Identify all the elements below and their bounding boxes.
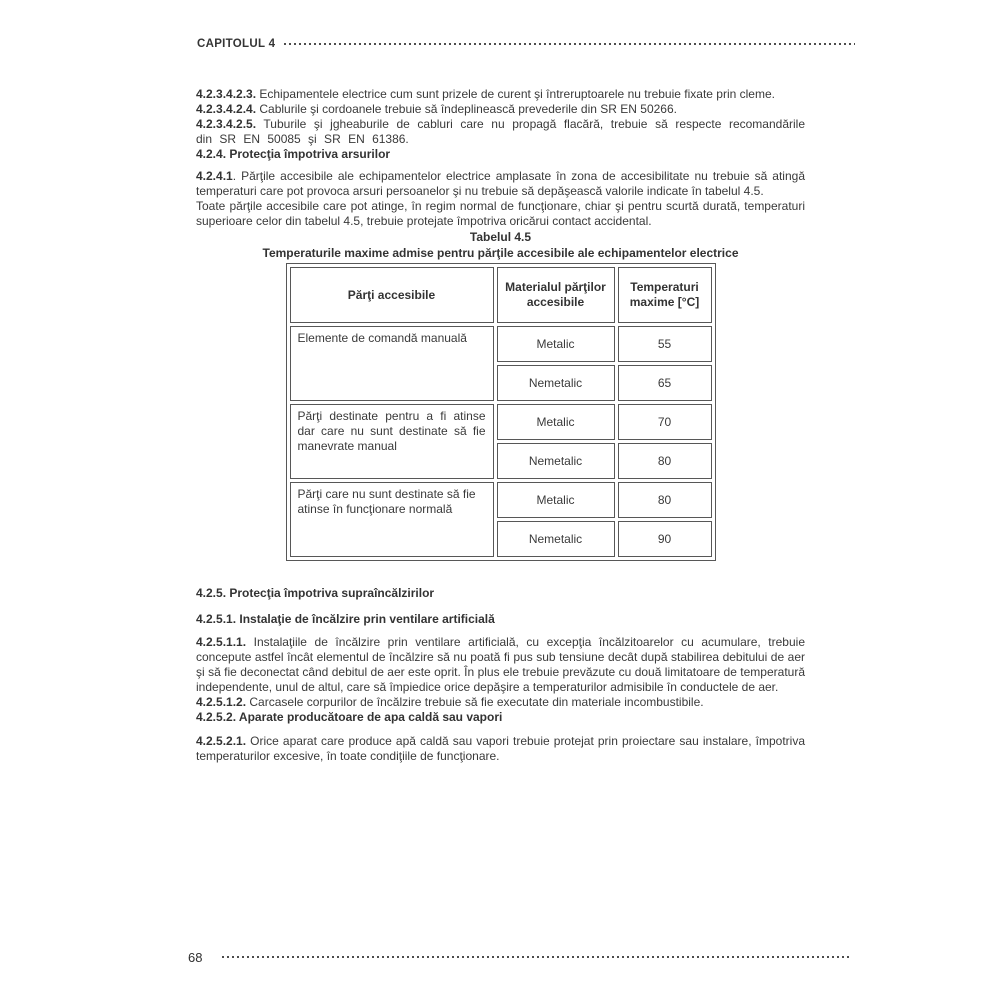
paragraph-4-2-5-2-1 xyxy=(196,734,805,764)
clause-text: Echipamentele electrice cum sunt prizele de curent şi întreruptoarele nu trebuie fixate prin cleme. xyxy=(256,87,775,101)
material-cell: Metalic xyxy=(497,326,615,362)
clause-number: 4.2.3.4.2.4. xyxy=(196,102,257,116)
table-row xyxy=(290,326,712,362)
part-cell-not-touched-normal-operation: Părţi care nu sunt destinate să fie atinse în funcţionare normală xyxy=(290,482,494,557)
clause-number: 4.2.5.2.1. xyxy=(196,734,247,748)
heading-4-2-4: 4.2.4. Protecţia împotriva arsurilor xyxy=(196,147,391,161)
clause-number: 4.2.5.1.1. xyxy=(196,635,247,649)
page-header xyxy=(197,37,855,51)
heading-4-2-5-1: 4.2.5.1. Instalaţie de încălzire prin ventilare artificială xyxy=(196,612,495,626)
temperature-limits-table xyxy=(286,263,716,561)
temperature-cell: 65 xyxy=(618,365,712,401)
col-header-material: Materialul părţilor accesibile xyxy=(497,267,615,323)
material-cell: Nemetalic xyxy=(497,521,615,557)
clause-text: Tuburile şi jgheaburile de cabluri care nu propagă flacără, trebuie să respecte recomandările din SR EN 50085 şi SR EN 61386. xyxy=(196,117,805,146)
col-header-parts: Părţi accesibile xyxy=(290,267,494,323)
table-header-row xyxy=(290,267,712,323)
table-row xyxy=(290,482,712,518)
heading-4-2-5-2: 4.2.5.2. Aparate producătoare de apa caldă sau vapori xyxy=(196,710,503,724)
clause-text: Carcasele corpurilor de încălzire trebuie să fie executate din materiale incombustibile. xyxy=(246,695,704,709)
temperature-cell: 70 xyxy=(618,404,712,440)
part-cell-touchable-not-handled: Părţi destinate pentru a fi atinse dar care nu sunt destinate să fie manevrate manual xyxy=(290,404,494,479)
paragraph-4-2-4-1 xyxy=(196,169,805,199)
header-dotted-rule xyxy=(284,43,855,45)
clause-text: Instalaţiile de încălzire prin ventilare artificială, cu excepţia încălzitoarelor cu acumulare, trebuie concepute astfel încât elementul de încălzire să nu poată fi pus sub tensiune decât după stabilirea debitului de aer şi să fie deconectat când debitul de aer este oprit. În plus ele trebuie prevăzute cu două limitatoare de temperatură independente, unul de altul, care să împiedice orice depăşire a temperaturilor admisibile în conductele de aer. xyxy=(196,635,805,694)
clause-text: Orice aparat care produce apă caldă sau vapori trebuie protejat prin proiectare sau instalare, împotriva temperaturilor excesive, în toate condiţiile de funcţionare. xyxy=(196,734,805,763)
table-row xyxy=(290,404,712,440)
col-header-temperature: Temperaturi maxime [°C] xyxy=(618,267,712,323)
table-subtitle: Temperaturile maxime admise pentru părţile accesibile ale echipamentelor electrice xyxy=(262,246,739,260)
temperature-cell: 55 xyxy=(618,326,712,362)
table-title: Tabelul 4.5 xyxy=(469,230,532,244)
part-cell-manual-controls: Elemente de comandă manuală xyxy=(290,326,494,401)
page-number: 68 xyxy=(188,949,203,965)
paragraph-4-2-3-4-2-5 xyxy=(196,117,805,147)
temperature-cell: 90 xyxy=(618,521,712,557)
material-cell: Nemetalic xyxy=(497,443,615,479)
paragraph-4-2-3-4-2-3 xyxy=(196,87,805,102)
paragraph-4-2-4-1-continued: Toate părţile accesibile care pot atinge, în regim normal de funcţionare, chiar şi pentru scurtă durată, temperaturi superioare celor din tabelul 4.5, trebuie protejate împotriva oricărui contact accidental. xyxy=(196,199,805,228)
clause-number: 4.2.5.1.2. xyxy=(196,695,247,709)
material-cell: Nemetalic xyxy=(497,365,615,401)
chapter-label: CAPITOLUL 4 xyxy=(197,38,276,50)
clause-number: 4.2.3.4.2.5. xyxy=(196,117,257,131)
material-cell: Metalic xyxy=(497,482,615,518)
clause-text: Cablurile şi cordoanele trebuie să îndeplinească prevederile din SR EN 50266. xyxy=(256,102,677,116)
temperature-cell: 80 xyxy=(618,443,712,479)
page-content xyxy=(196,87,805,764)
clause-text: . Părţile accesibile ale echipamentelor electrice amplasate în zona de accesibilitate nu trebuie să atingă temperaturi care pot provoca arsuri persoanelor şi nu trebuie să depăşească valorile indicate în tabelul 4.5. xyxy=(196,169,805,198)
paragraph-4-2-5-1-1 xyxy=(196,635,805,695)
clause-number: 4.2.3.4.2.3. xyxy=(196,87,257,101)
page-footer xyxy=(188,949,852,965)
paragraph-4-2-3-4-2-4 xyxy=(196,102,805,117)
clause-number: 4.2.4.1 xyxy=(196,169,233,183)
footer-dotted-rule xyxy=(222,956,852,958)
material-cell: Metalic xyxy=(497,404,615,440)
heading-4-2-5: 4.2.5. Protecţia împotriva supraîncălzirilor xyxy=(196,586,435,600)
paragraph-4-2-5-1-2 xyxy=(196,695,805,710)
temperature-cell: 80 xyxy=(618,482,712,518)
